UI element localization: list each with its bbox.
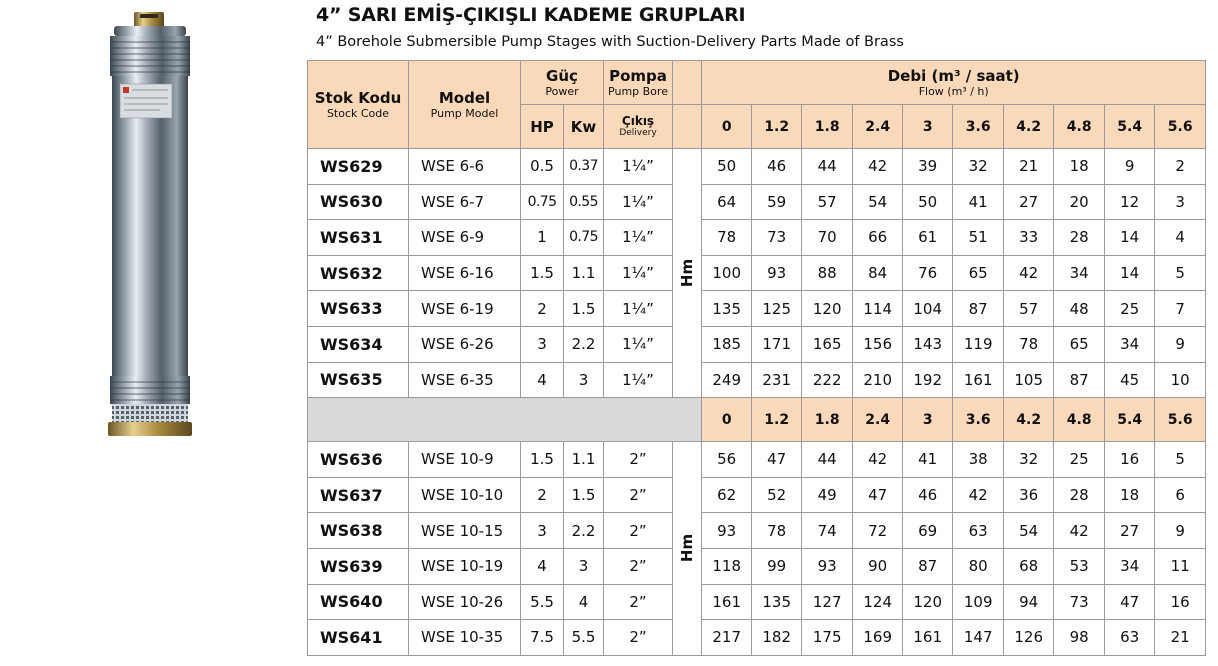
bore-cell: 1¼” (604, 149, 673, 185)
flow-header-cell: 1.8 (802, 398, 853, 442)
head-value-cell: 78 (702, 220, 752, 256)
table-row (308, 620, 1206, 656)
head-value-cell: 14 (1105, 255, 1155, 291)
head-value-cell: 185 (702, 326, 752, 362)
bore-cell: 2” (604, 584, 673, 620)
bore-cell: 2” (604, 620, 673, 656)
bore-cell: 2” (604, 477, 673, 513)
kw-cell: 1.5 (564, 477, 604, 513)
stock-code-cell: WS632 (308, 255, 409, 291)
head-value-cell: 120 (903, 584, 953, 620)
header-stock-code: Stok Kodu Stock Code (308, 61, 409, 149)
head-value-cell: 9 (1155, 513, 1206, 549)
flow-header-cell: 3.6 (953, 105, 1004, 149)
table-row (308, 584, 1206, 620)
pump-stage-table (307, 60, 1206, 656)
table-row (308, 255, 1206, 291)
head-value-cell: 63 (953, 513, 1004, 549)
model-cell: WSE 10-19 (409, 548, 521, 584)
hp-cell: 0.75 (521, 184, 564, 220)
head-unit-label: Hm (678, 258, 697, 288)
head-value-cell: 21 (1155, 620, 1206, 656)
head-value-cell: 32 (1004, 442, 1054, 478)
flow-header-cell: 5.4 (1105, 105, 1155, 149)
kw-cell: 2.2 (564, 326, 604, 362)
flow-header-cell: 4.2 (1004, 398, 1054, 442)
head-value-cell: 161 (903, 620, 953, 656)
kw-cell: 4 (564, 584, 604, 620)
head-value-cell: 175 (802, 620, 853, 656)
table-row (308, 477, 1206, 513)
pump-image (100, 10, 200, 440)
head-value-cell: 161 (702, 584, 752, 620)
model-cell: WSE 6-6 (409, 149, 521, 185)
head-value-cell: 63 (1105, 620, 1155, 656)
flow-header-cell: 3.6 (953, 398, 1004, 442)
head-value-cell: 25 (1105, 291, 1155, 327)
head-value-cell: 231 (752, 362, 802, 398)
head-value-cell: 169 (853, 620, 903, 656)
flow-header-cell: 4.8 (1054, 398, 1105, 442)
head-value-cell: 119 (953, 326, 1004, 362)
head-value-cell: 98 (1054, 620, 1105, 656)
bore-cell: 1¼” (604, 255, 673, 291)
head-value-cell: 12 (1105, 184, 1155, 220)
bore-cell: 1¼” (604, 184, 673, 220)
head-value-cell: 57 (802, 184, 853, 220)
head-value-cell: 100 (702, 255, 752, 291)
model-cell: WSE 10-9 (409, 442, 521, 478)
head-value-cell: 73 (752, 220, 802, 256)
bore-cell: 2” (604, 513, 673, 549)
kw-cell: 1.1 (564, 255, 604, 291)
kw-cell: 1.1 (564, 442, 604, 478)
table-row (308, 548, 1206, 584)
head-value-cell: 10 (1155, 362, 1206, 398)
head-value-cell: 66 (853, 220, 903, 256)
head-value-cell: 47 (1105, 584, 1155, 620)
page-title: 4” SARI EMİŞ-ÇIKIŞLI KADEME GRUPLARI (316, 4, 746, 26)
stock-code-cell: WS637 (308, 477, 409, 513)
head-value-cell: 93 (702, 513, 752, 549)
hp-cell: 2 (521, 477, 564, 513)
header-model: Model Pump Model (409, 61, 521, 149)
head-value-cell: 45 (1105, 362, 1155, 398)
head-value-cell: 76 (903, 255, 953, 291)
table-row (308, 220, 1206, 256)
stock-code-cell: WS631 (308, 220, 409, 256)
stock-code-cell: WS635 (308, 362, 409, 398)
header-spacer-2 (673, 105, 702, 149)
head-value-cell: 34 (1054, 255, 1105, 291)
kw-cell: 3 (564, 362, 604, 398)
model-cell: WSE 6-26 (409, 326, 521, 362)
head-value-cell: 44 (802, 442, 853, 478)
head-value-cell: 88 (802, 255, 853, 291)
head-value-cell: 3 (1155, 184, 1206, 220)
model-cell: WSE 10-15 (409, 513, 521, 549)
head-value-cell: 90 (853, 548, 903, 584)
head-value-cell: 80 (953, 548, 1004, 584)
head-value-cell: 65 (1054, 326, 1105, 362)
head-value-cell: 222 (802, 362, 853, 398)
flow-header-cell: 2.4 (853, 105, 903, 149)
head-value-cell: 11 (1155, 548, 1206, 584)
flow-header-cell: 4.8 (1054, 105, 1105, 149)
flow-header-cell: 0 (702, 105, 752, 149)
head-value-cell: 78 (1004, 326, 1054, 362)
head-value-cell: 44 (802, 149, 853, 185)
head-value-cell: 124 (853, 584, 903, 620)
hp-cell: 4 (521, 362, 564, 398)
flow-header-cell: 5.6 (1155, 105, 1206, 149)
head-value-cell: 87 (953, 291, 1004, 327)
head-value-cell: 114 (853, 291, 903, 327)
head-value-cell: 2 (1155, 149, 1206, 185)
head-value-cell: 25 (1054, 442, 1105, 478)
head-value-cell: 28 (1054, 220, 1105, 256)
head-value-cell: 171 (752, 326, 802, 362)
head-value-cell: 147 (953, 620, 1004, 656)
header-flow: Debi (m³ / saat) Flow (m³ / h) (702, 61, 1206, 105)
head-value-cell: 87 (903, 548, 953, 584)
table-row (308, 291, 1206, 327)
head-value-cell: 46 (903, 477, 953, 513)
model-cell: WSE 6-7 (409, 184, 521, 220)
head-value-cell: 16 (1155, 584, 1206, 620)
model-cell: WSE 10-10 (409, 477, 521, 513)
hp-cell: 0.5 (521, 149, 564, 185)
head-value-cell: 50 (903, 184, 953, 220)
head-value-cell: 59 (752, 184, 802, 220)
kw-cell: 0.37 (564, 149, 604, 185)
head-value-cell: 156 (853, 326, 903, 362)
head-value-cell: 135 (702, 291, 752, 327)
table-row (308, 362, 1206, 398)
head-value-cell: 182 (752, 620, 802, 656)
head-value-cell: 9 (1105, 149, 1155, 185)
head-value-cell: 32 (953, 149, 1004, 185)
head-value-cell: 126 (1004, 620, 1054, 656)
head-value-cell: 54 (1004, 513, 1054, 549)
head-value-cell: 42 (853, 442, 903, 478)
header-delivery: Çıkış Delivery (604, 105, 673, 149)
hp-cell: 1.5 (521, 255, 564, 291)
bore-cell: 1¼” (604, 291, 673, 327)
header-spacer (673, 61, 702, 105)
kw-cell: 2.2 (564, 513, 604, 549)
head-value-cell: 118 (702, 548, 752, 584)
head-value-cell: 72 (853, 513, 903, 549)
head-value-cell: 41 (903, 442, 953, 478)
head-value-cell: 42 (1004, 255, 1054, 291)
flow-header-cell: 4.2 (1004, 105, 1054, 149)
head-value-cell: 165 (802, 326, 853, 362)
head-value-cell: 87 (1054, 362, 1105, 398)
kw-cell: 3 (564, 548, 604, 584)
hp-cell: 7.5 (521, 620, 564, 656)
head-value-cell: 56 (702, 442, 752, 478)
model-cell: WSE 6-35 (409, 362, 521, 398)
head-value-cell: 249 (702, 362, 752, 398)
head-value-cell: 28 (1054, 477, 1105, 513)
bore-cell: 1¼” (604, 362, 673, 398)
head-value-cell: 42 (1054, 513, 1105, 549)
head-value-cell: 52 (752, 477, 802, 513)
flow-header-cell: 5.6 (1155, 398, 1206, 442)
head-value-cell: 93 (752, 255, 802, 291)
head-value-cell: 99 (752, 548, 802, 584)
model-cell: WSE 6-16 (409, 255, 521, 291)
header-kw: Kw (564, 105, 604, 149)
head-value-cell: 120 (802, 291, 853, 327)
header-hp: HP (521, 105, 564, 149)
head-unit-cell (673, 442, 702, 656)
flow-header-cell: 2.4 (853, 398, 903, 442)
table-row (308, 513, 1206, 549)
model-cell: WSE 10-26 (409, 584, 521, 620)
stock-code-cell: WS636 (308, 442, 409, 478)
flow-header-cell: 1.2 (752, 398, 802, 442)
flow-header-cell: 1.2 (752, 105, 802, 149)
head-value-cell: 143 (903, 326, 953, 362)
head-value-cell: 14 (1105, 220, 1155, 256)
head-value-cell: 18 (1054, 149, 1105, 185)
head-value-cell: 61 (903, 220, 953, 256)
head-value-cell: 54 (853, 184, 903, 220)
model-cell: WSE 6-9 (409, 220, 521, 256)
head-value-cell: 104 (903, 291, 953, 327)
flow-header-cell: 0 (702, 398, 752, 442)
flow-header-cell: 5.4 (1105, 398, 1155, 442)
bore-cell: 2” (604, 548, 673, 584)
flow-header-cell: 3 (903, 398, 953, 442)
table-row (308, 442, 1206, 478)
head-value-cell: 6 (1155, 477, 1206, 513)
kw-cell: 5.5 (564, 620, 604, 656)
head-value-cell: 69 (903, 513, 953, 549)
bore-cell: 1¼” (604, 220, 673, 256)
stock-code-cell: WS639 (308, 548, 409, 584)
head-value-cell: 33 (1004, 220, 1054, 256)
kw-cell: 1.5 (564, 291, 604, 327)
head-value-cell: 48 (1054, 291, 1105, 327)
head-value-cell: 39 (903, 149, 953, 185)
hp-cell: 5.5 (521, 584, 564, 620)
bore-cell: 2” (604, 442, 673, 478)
head-value-cell: 53 (1054, 548, 1105, 584)
head-value-cell: 42 (953, 477, 1004, 513)
head-unit-cell (673, 149, 702, 398)
flow-header-cell: 3 (903, 105, 953, 149)
head-value-cell: 34 (1105, 326, 1155, 362)
bore-cell: 1¼” (604, 326, 673, 362)
head-value-cell: 62 (702, 477, 752, 513)
head-value-cell: 125 (752, 291, 802, 327)
stock-code-cell: WS629 (308, 149, 409, 185)
head-value-cell: 47 (853, 477, 903, 513)
hp-cell: 2 (521, 291, 564, 327)
head-value-cell: 135 (752, 584, 802, 620)
head-value-cell: 49 (802, 477, 853, 513)
head-value-cell: 27 (1004, 184, 1054, 220)
model-cell: WSE 10-35 (409, 620, 521, 656)
head-unit-label: Hm (678, 534, 697, 563)
head-value-cell: 46 (752, 149, 802, 185)
head-value-cell: 161 (953, 362, 1004, 398)
head-value-cell: 74 (802, 513, 853, 549)
head-value-cell: 4 (1155, 220, 1206, 256)
head-value-cell: 38 (953, 442, 1004, 478)
hp-cell: 1.5 (521, 442, 564, 478)
head-value-cell: 68 (1004, 548, 1054, 584)
header-power: Güç Power (521, 61, 604, 105)
head-value-cell: 78 (752, 513, 802, 549)
table-row (308, 326, 1206, 362)
head-value-cell: 18 (1105, 477, 1155, 513)
head-value-cell: 47 (752, 442, 802, 478)
hp-cell: 1 (521, 220, 564, 256)
head-value-cell: 41 (953, 184, 1004, 220)
stock-code-cell: WS640 (308, 584, 409, 620)
kw-cell: 0.55 (564, 184, 604, 220)
table-row (308, 149, 1206, 185)
head-value-cell: 84 (853, 255, 903, 291)
flow-header-row (308, 398, 1206, 442)
hp-cell: 3 (521, 513, 564, 549)
flow-header-cell: 1.8 (802, 105, 853, 149)
head-value-cell: 9 (1155, 326, 1206, 362)
head-value-cell: 5 (1155, 442, 1206, 478)
head-value-cell: 50 (702, 149, 752, 185)
head-value-cell: 94 (1004, 584, 1054, 620)
head-value-cell: 217 (702, 620, 752, 656)
head-value-cell: 210 (853, 362, 903, 398)
page-subtitle: 4” Borehole Submersible Pump Stages with Suction-Delivery Parts Made of Brass (316, 34, 904, 50)
head-value-cell: 64 (702, 184, 752, 220)
head-value-cell: 109 (953, 584, 1004, 620)
head-value-cell: 16 (1105, 442, 1155, 478)
head-value-cell: 192 (903, 362, 953, 398)
head-value-cell: 27 (1105, 513, 1155, 549)
head-value-cell: 34 (1105, 548, 1155, 584)
separator-cell (308, 398, 702, 442)
head-value-cell: 73 (1054, 584, 1105, 620)
head-value-cell: 127 (802, 584, 853, 620)
hp-cell: 3 (521, 326, 564, 362)
head-value-cell: 70 (802, 220, 853, 256)
head-value-cell: 42 (853, 149, 903, 185)
hp-cell: 4 (521, 548, 564, 584)
model-cell: WSE 6-19 (409, 291, 521, 327)
stock-code-cell: WS633 (308, 291, 409, 327)
stock-code-cell: WS638 (308, 513, 409, 549)
head-value-cell: 57 (1004, 291, 1054, 327)
stock-code-cell: WS641 (308, 620, 409, 656)
stock-code-cell: WS630 (308, 184, 409, 220)
kw-cell: 0.75 (564, 220, 604, 256)
head-value-cell: 7 (1155, 291, 1206, 327)
table-row (308, 184, 1206, 220)
head-value-cell: 36 (1004, 477, 1054, 513)
head-value-cell: 51 (953, 220, 1004, 256)
head-value-cell: 21 (1004, 149, 1054, 185)
head-value-cell: 20 (1054, 184, 1105, 220)
head-value-cell: 105 (1004, 362, 1054, 398)
head-value-cell: 93 (802, 548, 853, 584)
stock-code-cell: WS634 (308, 326, 409, 362)
head-value-cell: 65 (953, 255, 1004, 291)
header-pump-bore: Pompa Pump Bore (604, 61, 673, 105)
head-value-cell: 5 (1155, 255, 1206, 291)
